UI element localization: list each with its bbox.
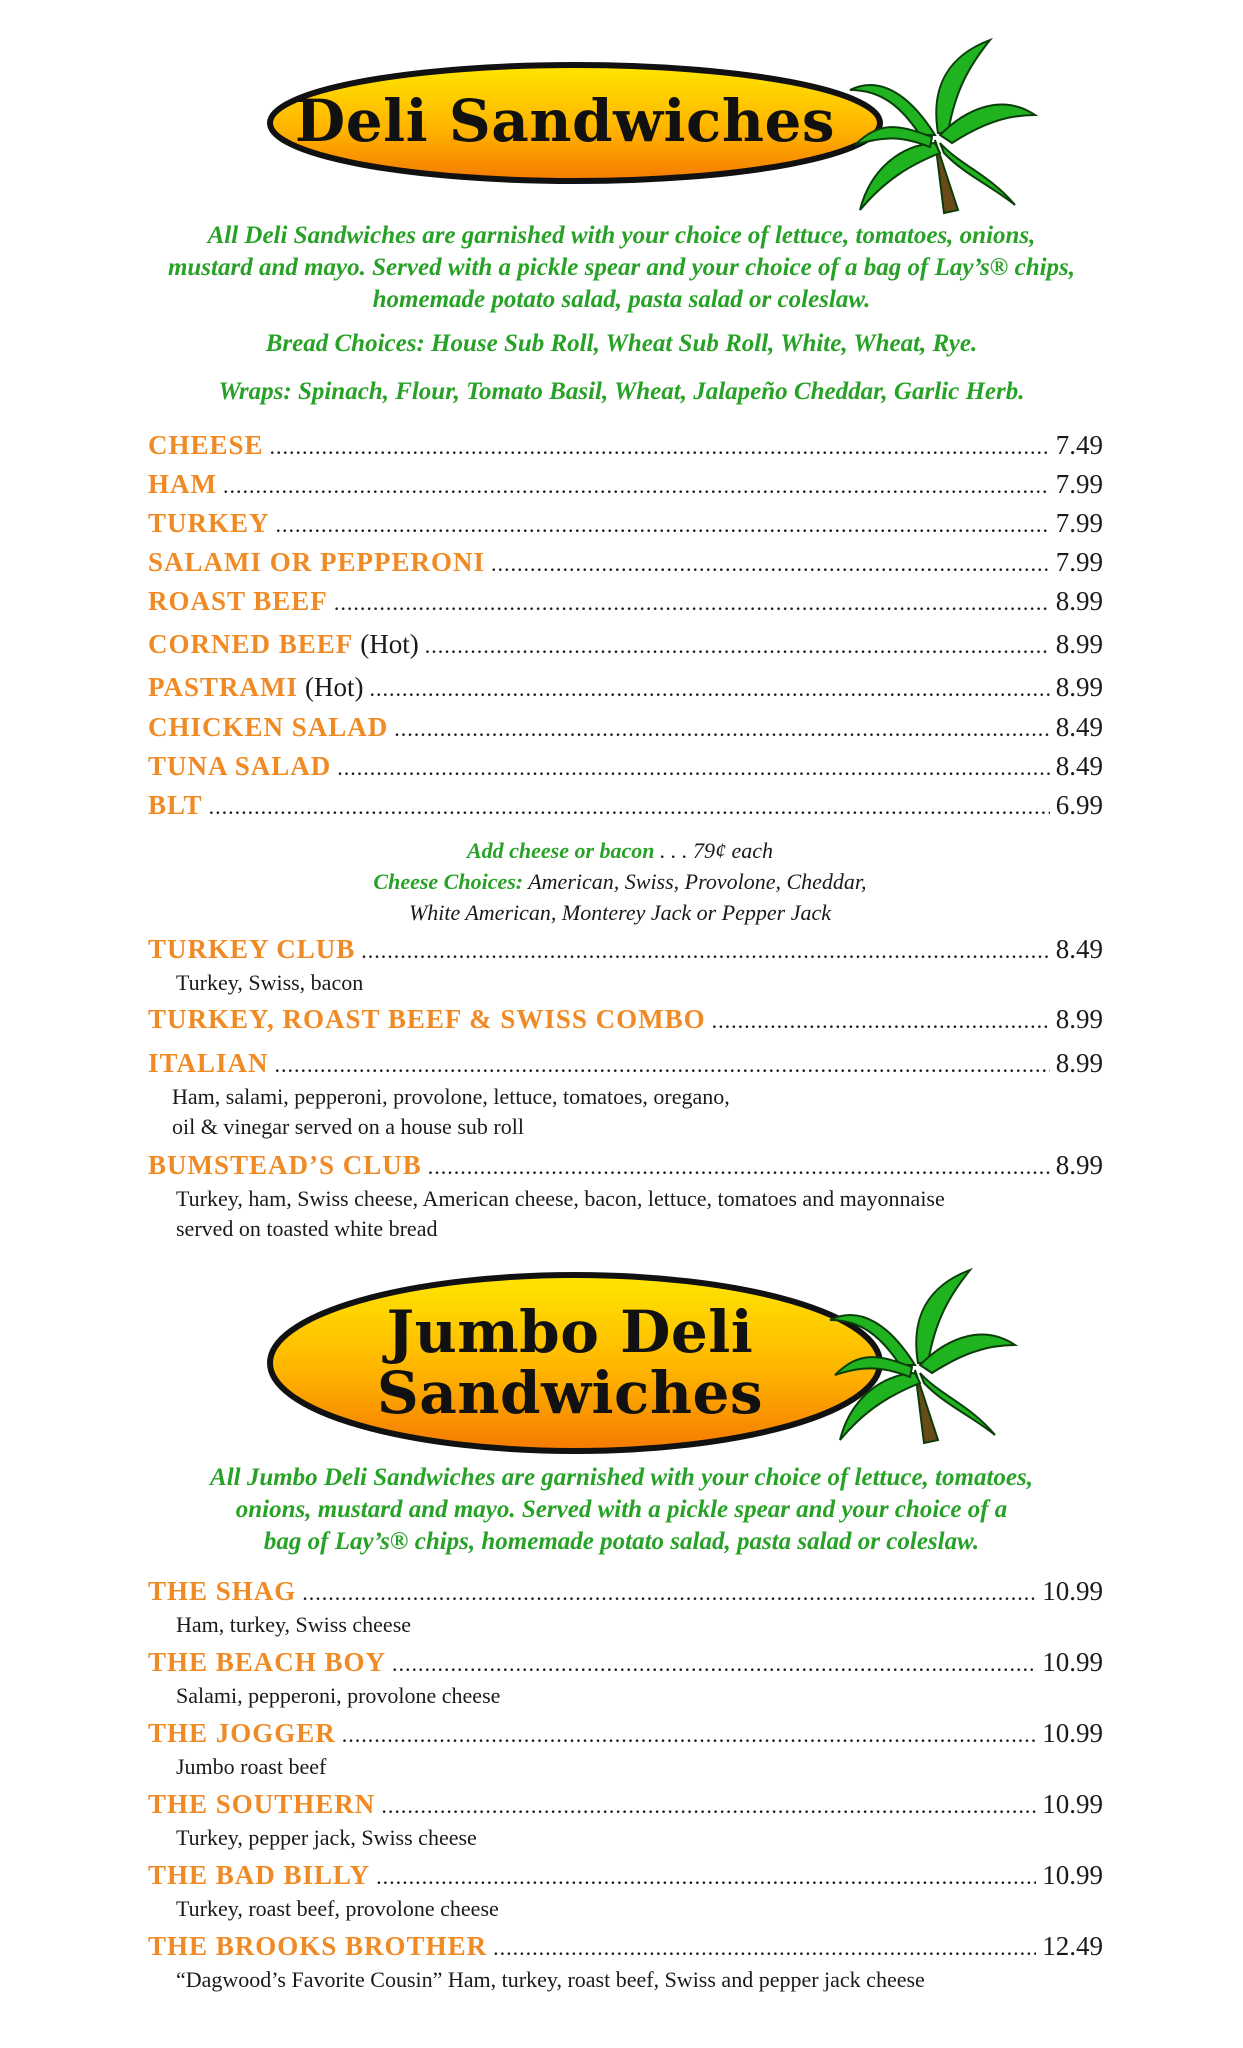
menu-item-corned-beef (148, 627, 1103, 663)
item-price: 10.99 (1042, 1647, 1103, 1677)
menu-item-cheese (148, 428, 1103, 464)
item-price: 8.99 (1055, 629, 1103, 659)
item-price: 12.49 (1042, 1931, 1103, 1961)
section-title-deli: Deli Sandwiches (294, 87, 836, 155)
item-price: 7.99 (1055, 508, 1103, 538)
intro-line: homemade potato salad, pasta salad or coleslaw. (372, 286, 871, 313)
item-price: 10.99 (1042, 1576, 1103, 1606)
addon-label: Add cheese or bacon (466, 838, 655, 863)
item-description: served on toasted white bread (176, 1216, 438, 1241)
cheese-choices-label: Cheese Choices: (373, 869, 524, 894)
item-name: ROAST BEEF (148, 586, 328, 616)
item-name: BUMSTEAD’S CLUB (148, 1150, 422, 1180)
item-price: 8.49 (1055, 751, 1103, 781)
bread-choices: Bread Choices: House Sub Roll, Wheat Sub Roll, White, Wheat, Rye. (265, 330, 978, 357)
intro-line: All Jumbo Deli Sandwiches are garnished with your choice of lettuce, tomatoes, (210, 1464, 1033, 1491)
deli-sandwiches-banner (260, 35, 1040, 225)
jumbo-intro (80, 1462, 1163, 1558)
item-description: Jumbo roast beef (176, 1754, 327, 1779)
menu-item-the-shag (148, 1574, 1103, 1640)
item-name: THE JOGGER (148, 1718, 336, 1748)
item-description: Salami, pepperoni, provolone cheese (176, 1683, 501, 1708)
item-name: CHEESE (148, 430, 264, 460)
item-price: 7.99 (1055, 547, 1103, 577)
item-description: Turkey, pepper jack, Swiss cheese (176, 1825, 477, 1850)
item-price: 8.99 (1055, 586, 1103, 616)
menu-item-italian (148, 1046, 1103, 1142)
item-name: TUNA SALAD (148, 751, 332, 781)
item-name: HAM (148, 469, 217, 499)
deli-intro (80, 220, 1163, 316)
item-name: THE BROOKS BROTHER (148, 1931, 488, 1961)
intro-line: All Deli Sandwiches are garnished with your choice of lettuce, tomatoes, onions, (207, 222, 1036, 249)
item-price: 10.99 (1042, 1718, 1103, 1748)
item-price: 8.49 (1055, 934, 1103, 964)
item-note: (Hot) (305, 672, 364, 702)
cheese-list: White American, Monterey Jack or Pepper Jack (408, 900, 832, 925)
item-description: oil & vinegar served on a house sub roll (172, 1114, 524, 1139)
item-note: (Hot) (360, 629, 419, 659)
menu-item-turkey (148, 506, 1103, 542)
item-name: TURKEY (148, 508, 270, 538)
item-price: 7.99 (1055, 469, 1103, 499)
wrap-choices: Wraps: Spinach, Flour, Tomato Basil, Wheat, Jalapeño Cheddar, Garlic Herb. (218, 378, 1025, 405)
item-name: CHICKEN SALAD (148, 712, 389, 742)
item-name: THE SHAG (148, 1576, 297, 1606)
cheese-list: American, Swiss, Provolone, Cheddar, (528, 869, 867, 894)
menu-item-the-beach-boy (148, 1645, 1103, 1711)
menu-item-roast-beef (148, 584, 1103, 620)
menu-item-bumsteads-club (148, 1148, 1103, 1244)
item-description: Turkey, ham, Swiss cheese, American cheese, bacon, lettuce, tomatoes and mayonnaise (176, 1186, 945, 1211)
palm-tree-icon (840, 35, 1040, 225)
item-name: TURKEY, ROAST BEEF & SWISS COMBO (148, 1004, 706, 1034)
menu-item-tuna-salad (148, 749, 1103, 785)
menu-item-ham (148, 467, 1103, 503)
item-price: 6.99 (1055, 790, 1103, 820)
item-name: TURKEY CLUB (148, 934, 356, 964)
addon-note (200, 835, 1040, 928)
item-price: 8.49 (1055, 712, 1103, 742)
intro-line: mustard and mayo. Served with a pickle spear and your choice of a bag of Lay’s® chips, (167, 254, 1076, 281)
menu-item-pastrami (148, 670, 1103, 706)
item-name: PASTRAMI (148, 672, 299, 702)
item-price: 7.49 (1055, 430, 1103, 460)
menu-item-chicken-salad (148, 710, 1103, 746)
item-description: Turkey, roast beef, provolone cheese (176, 1896, 499, 1921)
item-name: THE BAD BILLY (148, 1860, 371, 1890)
item-name: SALAMI OR PEPPERONI (148, 547, 486, 577)
item-name: THE BEACH BOY (148, 1647, 387, 1677)
menu-item-the-brooks-brother (148, 1929, 1103, 1995)
item-price: 8.99 (1055, 1150, 1103, 1180)
item-price: 10.99 (1042, 1860, 1103, 1890)
item-price: 8.99 (1055, 672, 1103, 702)
title-line: Jumbo Deli (386, 1298, 754, 1366)
item-price: 8.99 (1055, 1048, 1103, 1078)
item-description: Ham, turkey, Swiss cheese (176, 1612, 412, 1637)
item-price: 10.99 (1042, 1789, 1103, 1819)
section-title-jumbo (260, 1298, 880, 1427)
item-description: Ham, salami, pepperoni, provolone, lettuce, tomatoes, oregano, (172, 1084, 730, 1109)
menu-item-blt (148, 788, 1103, 824)
addon-price: . . . 79¢ each (660, 838, 774, 863)
menu-item-combo (148, 1002, 1103, 1038)
item-name: ITALIAN (148, 1048, 269, 1078)
intro-line: bag of Lay’s® chips, homemade potato salad, pasta salad or coleslaw. (263, 1528, 980, 1555)
item-name: BLT (148, 790, 203, 820)
menu-item-the-bad-billy (148, 1858, 1103, 1924)
item-name: THE SOUTHERN (148, 1789, 376, 1819)
menu-item-the-southern (148, 1787, 1103, 1853)
jumbo-deli-banner (260, 1260, 1040, 1480)
item-name: CORNED BEEF (148, 629, 354, 659)
intro-line: onions, mustard and mayo. Served with a pickle spear and your choice of a (235, 1496, 1008, 1523)
item-price: 8.99 (1055, 1004, 1103, 1034)
item-description: “Dagwood’s Favorite Cousin” Ham, turkey, roast beef, Swiss and pepper jack cheese (176, 1967, 925, 1992)
menu-item-turkey-club (148, 932, 1103, 998)
menu-item-salami (148, 545, 1103, 581)
item-description: Turkey, Swiss, bacon (176, 970, 364, 995)
menu-item-the-jogger (148, 1716, 1103, 1782)
title-line: Sandwiches (376, 1358, 764, 1427)
